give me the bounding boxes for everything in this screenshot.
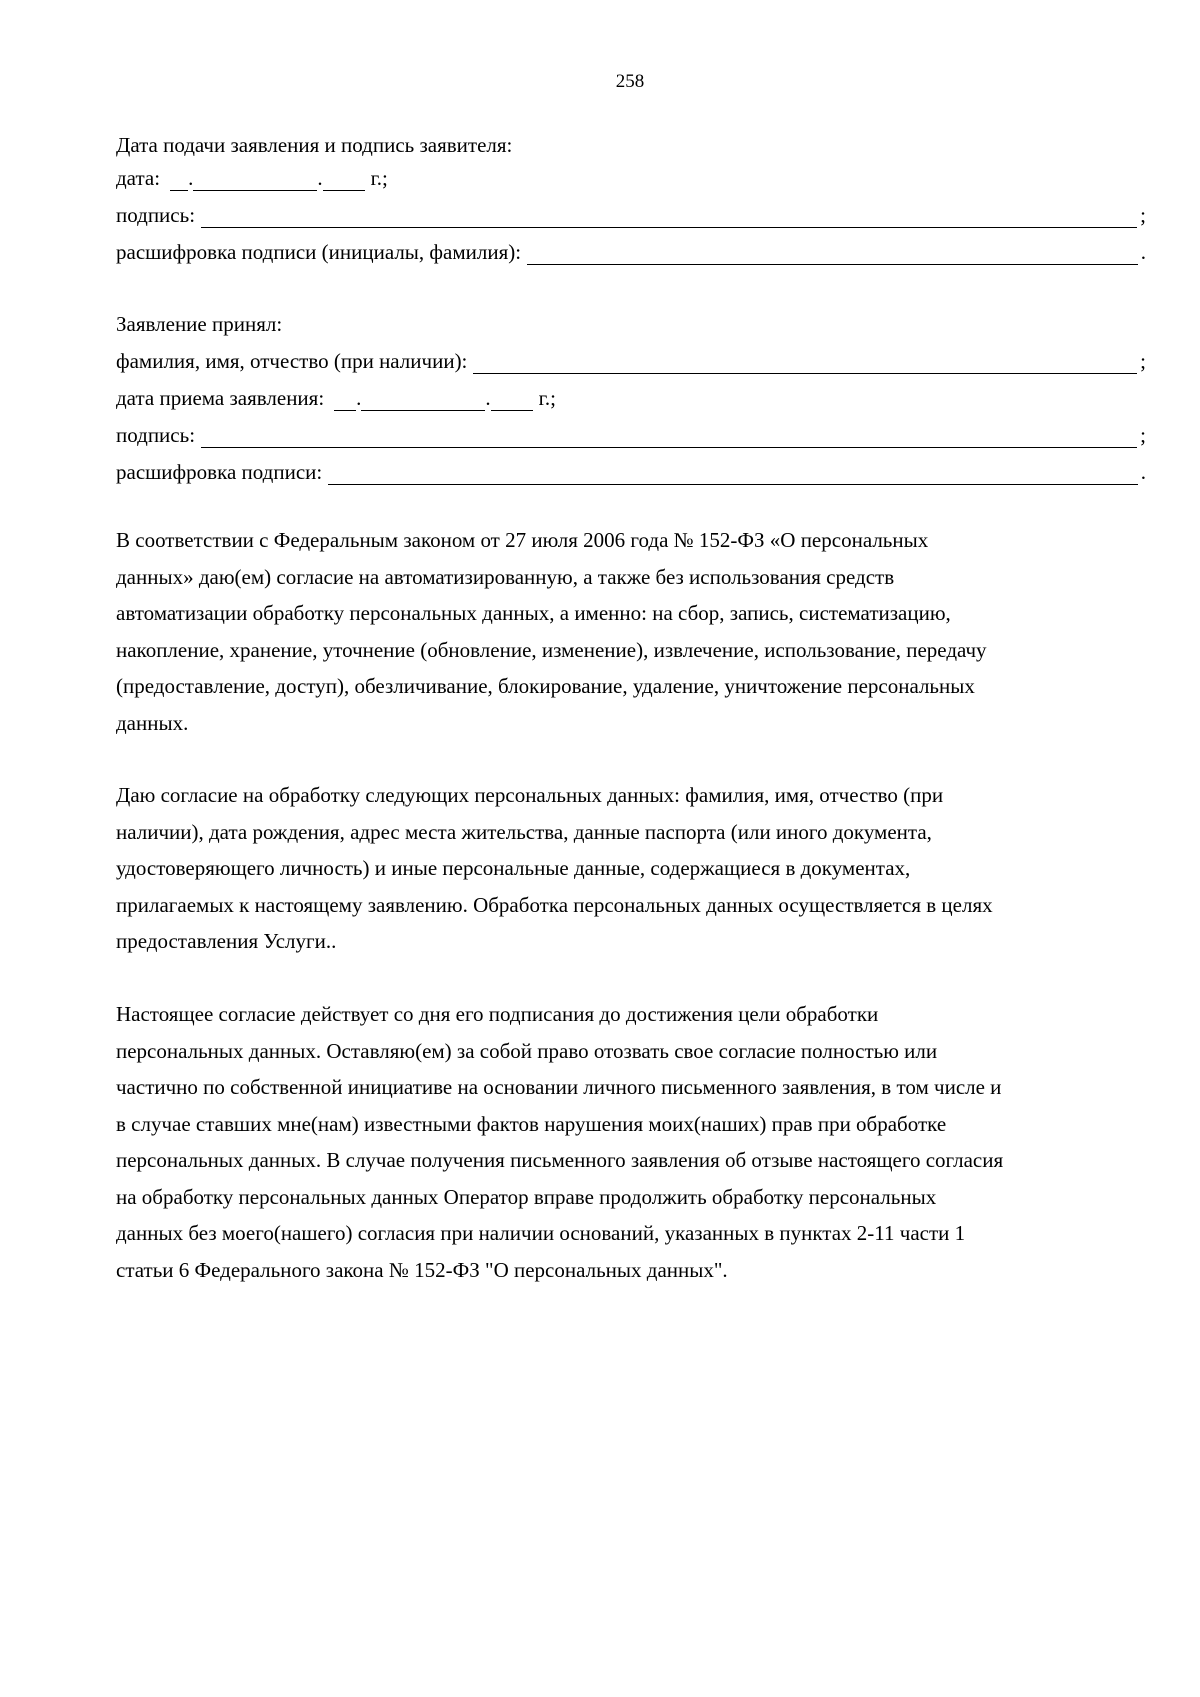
- paragraph-line: персональных данных. В случае получения письменного заявления об отзыве настоящего согласия: [116, 1148, 1004, 1172]
- receiver-fio-end: ;: [1140, 349, 1146, 373]
- paragraph-line: в случае ставших мне(нам) известными фактов нарушения моих(наших) прав при обработке: [116, 1111, 947, 1136]
- receiver-date-year-field[interactable]: [491, 389, 533, 411]
- applicant-transcript-line: [116, 233, 1146, 265]
- paragraph-line: на обработку персональных данных Оператор вправе продолжить обработку персональных: [116, 1184, 937, 1209]
- paragraph-line: персональных данных. Оставляю(ем) за собой право отозвать свое согласие полностью или: [116, 1038, 938, 1063]
- applicant-heading-text: Дата подачи заявления и подпись заявителя:: [116, 133, 513, 157]
- receiver-fio-field[interactable]: [473, 352, 1137, 374]
- applicant-date-day-field[interactable]: [170, 169, 188, 191]
- applicant-heading: [116, 126, 1146, 158]
- consent-paragraph-1: [116, 522, 1156, 741]
- receiver-transcript-end: .: [1140, 460, 1146, 484]
- paragraph-line: автоматизации обработку персональных данных, а именно: на сбор, запись, систематизацию,: [116, 601, 951, 625]
- paragraph-line: В соответствии с Федеральным законом от 27 июля 2006 года № 152-ФЗ «О персональных: [116, 528, 929, 552]
- consent-paragraph-2: [116, 777, 1156, 960]
- paragraph-line: Настоящее согласие действует со дня его подписания до достижения цели обработки: [116, 1002, 879, 1026]
- applicant-date-sep2: .: [317, 166, 323, 190]
- receiver-date-line: [116, 379, 1146, 411]
- receiver-signature-label: подпись:: [116, 423, 196, 447]
- paragraph-line: частично по собственной инициативе на основании личного письменного заявления, в том числе и: [116, 1075, 1002, 1099]
- receiver-heading-text: Заявление принял:: [116, 312, 283, 336]
- applicant-transcript-end: .: [1140, 240, 1146, 264]
- paragraph-line: Даю согласие на обработку следующих персональных данных: фамилия, имя, отчество (при: [116, 783, 944, 807]
- paragraph-line: предоставления Услуги..: [116, 929, 337, 953]
- receiver-date-sep1: .: [356, 386, 362, 410]
- paragraph-line: наличии), дата рождения, адрес места жительства, данные паспорта (или иного документа,: [116, 819, 932, 844]
- receiver-date-sep2: .: [485, 386, 491, 410]
- page-number: 258: [615, 71, 645, 92]
- paragraph-line: данных» даю(ем) согласие на автоматизированную, а также без использования средств: [116, 564, 895, 589]
- paragraph-line: накопление, хранение, уточнение (обновление, изменение), извлечение, использование, передачу: [116, 637, 987, 662]
- receiver-transcript-label: расшифровка подписи:: [116, 460, 323, 484]
- applicant-date-suffix: г.;: [370, 166, 388, 190]
- receiver-fio-line: [116, 342, 1146, 374]
- paragraph-line: данных.: [116, 710, 189, 735]
- receiver-fio-label: фамилия, имя, отчество (при наличии):: [116, 349, 468, 373]
- paragraph-line: данных без моего(нашего) согласия при наличии оснований, указанных в пунктах 2-11 части 1: [116, 1221, 966, 1245]
- receiver-signature-end: ;: [1140, 423, 1146, 447]
- receiver-transcript-line: [116, 453, 1146, 485]
- paragraph-line: статьи 6 Федерального закона № 152-ФЗ "О персональных данных".: [116, 1257, 728, 1282]
- applicant-date-sep1: .: [188, 166, 194, 190]
- receiver-date-suffix: г.;: [538, 386, 557, 410]
- receiver-date-day-field[interactable]: [334, 389, 356, 411]
- applicant-signature-line: [116, 196, 1146, 228]
- applicant-date-label: дата:: [116, 166, 161, 190]
- paragraph-line: (предоставление, доступ), обезличивание, блокирование, удаление, уничтожение персональных: [116, 674, 975, 698]
- applicant-signature-label: подпись:: [116, 203, 196, 227]
- receiver-heading: [116, 305, 1146, 337]
- consent-paragraph-3: [116, 996, 1156, 1288]
- applicant-transcript-field[interactable]: [527, 243, 1138, 265]
- paragraph-line: прилагаемых к настоящему заявлению. Обработка персональных данных осуществляется в целях: [116, 892, 993, 917]
- applicant-date-month-field[interactable]: [193, 169, 317, 191]
- receiver-signature-line: [116, 416, 1146, 448]
- applicant-date-line: [116, 159, 1146, 191]
- receiver-signature-field[interactable]: [201, 426, 1137, 448]
- applicant-transcript-label: расшифровка подписи (инициалы, фамилия):: [116, 240, 522, 264]
- receiver-transcript-field[interactable]: [328, 463, 1138, 485]
- applicant-signature-end: ;: [1140, 203, 1146, 227]
- paragraph-line: удостоверяющего личность) и иные персональные данные, содержащиеся в документах,: [116, 856, 911, 880]
- applicant-date-year-field[interactable]: [323, 169, 365, 191]
- applicant-signature-field[interactable]: [201, 206, 1137, 228]
- receiver-date-month-field[interactable]: [361, 389, 485, 411]
- receiver-date-label: дата приема заявления:: [116, 386, 325, 410]
